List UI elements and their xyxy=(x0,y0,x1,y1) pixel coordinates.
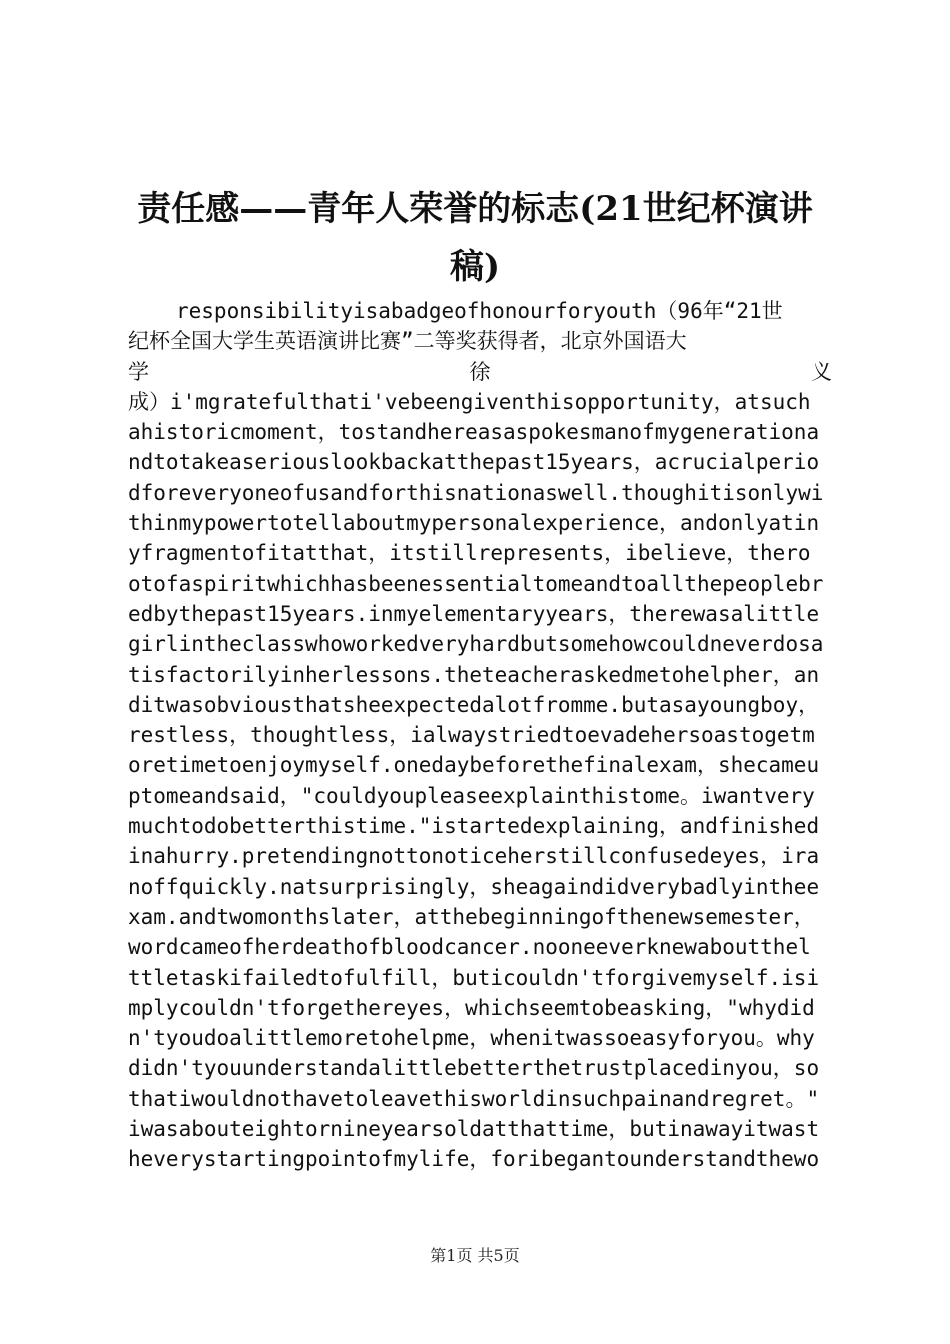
body-line: yfragmentofitatthat，itstillrepresents，ibelieve，thero xyxy=(128,541,811,566)
body-line: responsibilityisabadgeofhonourforyouth（96年“21世 xyxy=(176,299,783,323)
body-line: girlintheclasswhoworkedveryhardbutsomehowcouldneverdosa xyxy=(128,632,824,657)
body-line: 纪杯全国大学生英语演讲比赛”二等奖获得者，北京外国语大 xyxy=(128,329,687,354)
body-text xyxy=(128,296,832,1175)
body-line: mplycouldn'tforgethereyes，whichseemtobeasking，"whydid xyxy=(128,995,815,1020)
body-line: 成）i'mgratefulthati'vebeengiventhisopportunity，atsuch xyxy=(128,389,811,414)
title-line-1: 责任感——青年人荣誉的标志(21世纪杯演讲 xyxy=(137,189,813,229)
body-word: 学 xyxy=(128,359,149,384)
body-word: 徐 xyxy=(469,359,491,384)
title-line-2: 稿) xyxy=(449,247,501,287)
body-line: heverystartingpointofmylife，foribegantounderstandthewo xyxy=(128,1147,820,1172)
body-line: tisfactorilyinherlessons.theteacheraskedmetohelpher，an xyxy=(128,662,820,687)
body-line: thatiwouldnothavetoleavethisworldinsuchpainandregret。" xyxy=(128,1086,820,1111)
body-line: inahurry.pretendingnottonoticeherstillconfusedeyes，ira xyxy=(128,844,820,869)
body-line xyxy=(128,357,832,387)
body-line: ditwasobviousthatsheexpectedalotfromme.butasayoungboy， xyxy=(128,692,820,717)
document-title xyxy=(110,180,840,296)
body-line: restless，thoughtless，ialwaystriedtoevadehersoastogetm xyxy=(128,723,815,748)
body-line: ahistoricmoment，tostandhereasaspokesmanofmygenerationa xyxy=(128,420,820,445)
body-line: muchtodobetterthistime."istartedexplaining，andfinished xyxy=(128,814,820,839)
body-line: thinmypowertotellaboutmypersonalexperience，andonlyatin xyxy=(128,511,820,536)
body-line: edbythepast15years.inmyelementaryyears，therewasalittle xyxy=(128,601,820,626)
body-line: didn'tyouunderstandalittlebetterthetrustplacedinyou，so xyxy=(128,1056,820,1081)
body-line: wordcameofherdeathofbloodcancer.nooneeverknewaboutthel xyxy=(128,935,811,960)
body-line: ndtotakeaseriouslookbackatthepast15years，acrucialperio xyxy=(128,450,820,475)
page-footer: 第1页 共5页 xyxy=(430,1246,520,1265)
body-line: xam.andtwomonthslater，atthebeginningofthenewsemester， xyxy=(128,904,815,929)
body-word: 义 xyxy=(811,359,832,384)
body-line: n'tyoudoalittlemoretohelpme，whenitwassoeasyforyou。why xyxy=(128,1026,815,1051)
body-line: ptomeandsaid，"couldyoupleaseexplainthistome。iwantvery xyxy=(128,783,815,808)
body-line: noffquickly.natsurprisingly，sheagaindidverybadlyinthee xyxy=(128,874,820,899)
body-line: otofaspiritwhichhasbeenessentialtomeandtoallthepeoplebr xyxy=(128,571,824,596)
body-line: dforeveryoneofusandforthisnationaswell.thoughitisonlywi xyxy=(128,480,824,505)
body-line: oretimetoenjoymyself.onedaybeforethefinalexam，shecameu xyxy=(128,753,820,778)
body-line: ttletaskifailedtofulfill，buticouldn'tforgivemyself.isi xyxy=(128,965,820,990)
body-line: iwasabouteightornineyearsoldatthattime，butinawayitwast xyxy=(128,1117,820,1142)
